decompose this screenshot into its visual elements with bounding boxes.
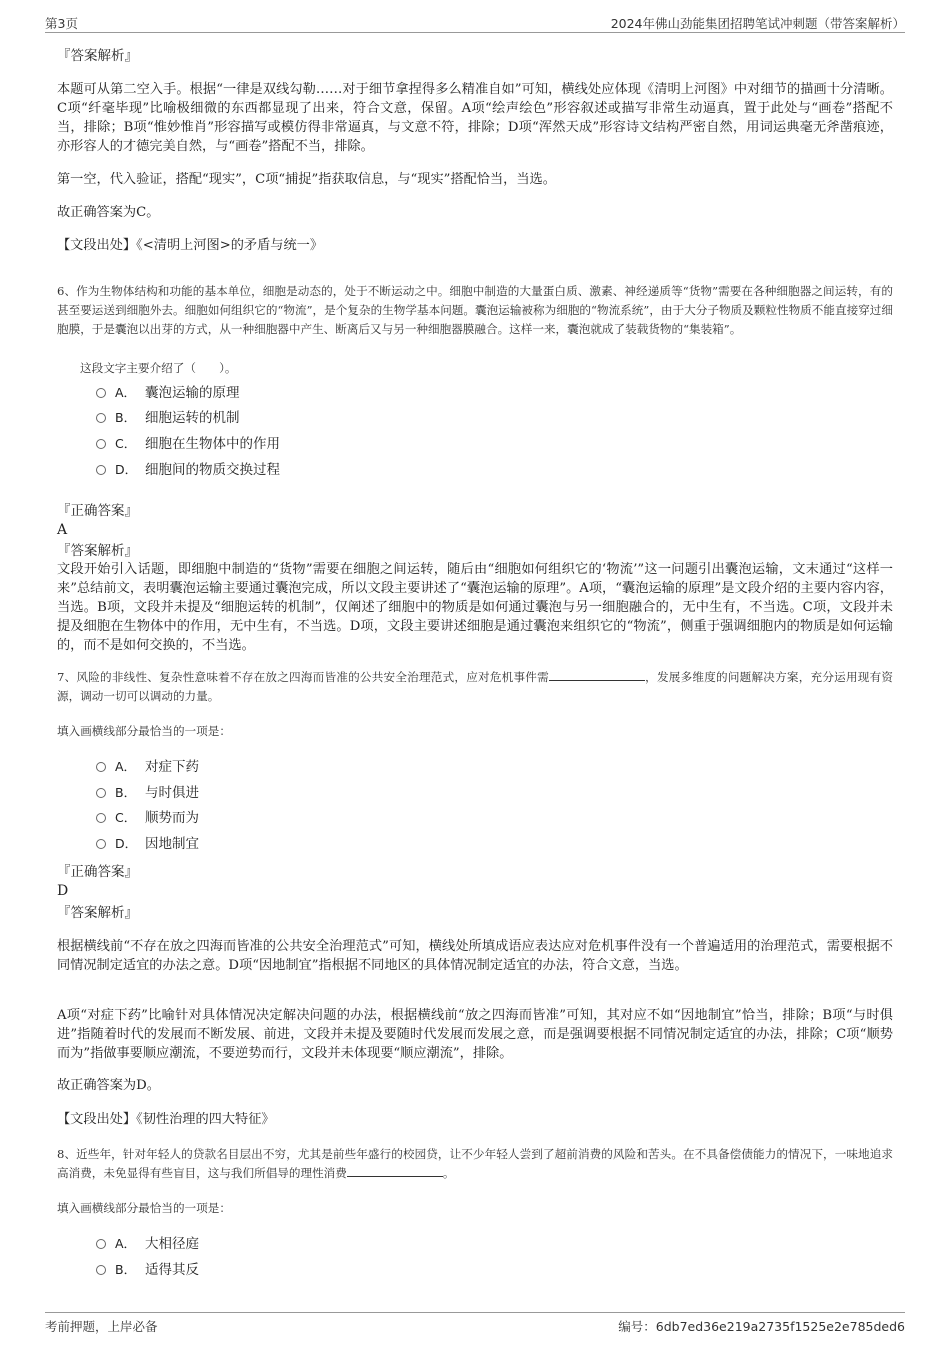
q7-blank <box>549 668 645 681</box>
footer-slogan: 考前押题，上岸必备 <box>45 1319 158 1334</box>
q8-option-b[interactable]: B． 适得其反 <box>96 1261 199 1279</box>
q6-analysis: 文段开始引入话题，即细胞中制造的“货物”需要在细胞之间运转，随后由“细胞如何组织它的‘物流’”这一问题引出囊泡运输，文末通过“这样一来”总结前文，表明囊泡运输主要通过囊泡完成，所以文段主要讲述了“囊泡运输的原理”。A项，“囊泡运输的原理”是文段介绍的主要内容内容，当选。B项，文段并未提及“细胞运转的机制”，仅阐述了细胞中的物质是如何通过囊泡与另一细胞融合的，无中生有，不当选。C项，文段并未提及细胞在生物体中的作用，无中生有，不当选。D项，文段主要讲述细胞是通过囊泡来组织它的“物流”，侧重于强调细胞内的物质是如何运输的，而不是如何交换的，不当选。 <box>57 562 893 653</box>
q7-analysis-para2: A项“对症下药”比喻针对具体情况决定解决问题的办法，根据横线前“放之四海而皆准”可知，其对应不如“因地制宜”恰当，排除；B项“与时俱进”指随着时代的发展而不断发展、前进，文段并未提及要随时代发展而发展之意，而是强调要根据不同情况制定适宜的办法，排除；C项“顺势而为”指做事要顺应潮流，不要逆势而行，文段并未体现要“顺应潮流”，排除。 <box>57 1008 893 1061</box>
radio-icon[interactable] <box>96 465 106 475</box>
radio-icon[interactable] <box>96 813 106 823</box>
radio-icon[interactable] <box>96 839 106 849</box>
q8-stem: 8、近些年，针对年轻人的贷款名目层出不穷，尤其是前些年盛行的校园贷，让不少年轻人尝到了超前消费的风险和苦头。在不具备偿债能力的情况下，一味地追求高消费，未免显得有些盲目，这与我们所倡导的理性消费 。 <box>57 1147 893 1180</box>
q7-analysis-label: 『答案解析』 <box>57 905 138 921</box>
q7-option-c[interactable]: C． 顺势而为 <box>96 809 199 827</box>
q8-instruction: 填入画横线部分最恰当的一项是： <box>57 1201 231 1215</box>
q6-option-c[interactable]: C． 细胞在生物体中的作用 <box>96 435 280 453</box>
q6-option-d[interactable]: D． 细胞间的物质交换过程 <box>96 461 280 479</box>
q7-source: 【文段出处】《韧性治理的四大特征》 <box>57 1112 275 1127</box>
q7-answer: D <box>57 883 69 899</box>
q6-option-b[interactable]: B． 细胞运转的机制 <box>96 409 240 427</box>
q7-option-a[interactable]: A． 对症下药 <box>96 758 199 776</box>
q6-answer-label: 『正确答案』 <box>57 503 138 519</box>
q5-analysis-para1: 本题可从第二空入手。根据“一律是双线勾勒……对于细节拿捏得多么精准自如”可知，横线处应体现《清明上河图》中对细节的描画十分清晰。C项“纤毫毕现”比喻极细微的东西都显现了出来，符合文意，保留。A项“绘声绘色”形容叙述或描写非常生动逼真，置于此处与“画卷”搭配不当，排除；B项“惟妙惟肖”形容描写或模仿得非常逼真，与文意不符，排除；D项“浑然天成”形容诗文结构严密自然，用词运典毫无斧凿痕迹，亦形容人的才德完美自然，与“画卷”搭配不当，排除。 <box>57 82 893 154</box>
radio-icon[interactable] <box>96 413 106 423</box>
radio-icon[interactable] <box>96 788 106 798</box>
page-footer <box>45 1312 905 1333</box>
radio-icon[interactable] <box>96 762 106 772</box>
q7-analysis-para1: 根据横线前“不存在放之四海而皆准的公共安全治理范式”可知，横线处所填成语应表达应对危机事件没有一个普遍适用的治理范式，需要根据不同情况制定适宜的办法之意。D项“因地制宜”指根据不同地区的具体情况制定适宜的办法，符合文意，当选。 <box>57 939 893 973</box>
q6-option-a[interactable]: A． 囊泡运输的原理 <box>96 384 240 402</box>
page-header <box>45 14 905 33</box>
q7-analysis-para3: 故正确答案为D。 <box>57 1078 160 1093</box>
q8-option-a[interactable]: A． 大相径庭 <box>96 1235 199 1253</box>
q5-source: 【文段出处】《<清明上河图>的矛盾与统一》 <box>57 238 324 253</box>
q6-stem: 6、作为生物体结构和功能的基本单位，细胞是动态的，处于不断运动之中。细胞中制造的大量蛋白质、激素、神经递质等“货物”需要在各种细胞器之间运转，有的甚至要运送到细胞外去。细胞如何组织它的“物流”，是个复杂的生物学基本问题。囊泡运输被称为细胞的“物流系统”，由于大分子物质及颗粒性物质不能直接穿过细胞膜，于是囊泡以出芽的方式，从一种细胞器中产生、断离后又与另一种细胞器膜融合。这样一来，囊泡就成了装载货物的“集装箱”。 <box>57 284 893 336</box>
footer-code: 编号：6db7ed36e219a2735f1525e2e785ded6 <box>618 1319 905 1334</box>
q7-option-b[interactable]: B． 与时俱进 <box>96 784 199 802</box>
q5-analysis-para2: 第一空，代入验证，搭配“现实”，C项“捕捉”指获取信息，与“现实”搭配恰当，当选。 <box>57 172 556 187</box>
q6-answer: A <box>57 522 68 538</box>
q6-question: 这段文字主要介绍了（ ）。 <box>80 361 237 375</box>
radio-icon[interactable] <box>96 439 106 449</box>
q7-answer-label: 『正确答案』 <box>57 864 138 880</box>
q7-option-d[interactable]: D． 因地制宜 <box>96 835 199 853</box>
q5-analysis-para3: 故正确答案为C。 <box>57 205 160 220</box>
radio-icon[interactable] <box>96 1239 106 1249</box>
q8-blank <box>347 1164 443 1177</box>
radio-icon[interactable] <box>96 388 106 398</box>
page-number: 第3页 <box>45 16 78 31</box>
q7-stem: 7、风险的非线性、复杂性意味着不存在放之四海而皆准的公共安全治理范式，应对危机事件需 ，发展多维度的问题解决方案，充分运用现有资源，调动一切可以调动的力量。 <box>57 670 893 703</box>
radio-icon[interactable] <box>96 1265 106 1275</box>
q6-analysis-label: 『答案解析』 <box>57 543 138 559</box>
q7-instruction: 填入画横线部分最恰当的一项是： <box>57 724 231 738</box>
document-title: 2024年佛山劲能集团招聘笔试冲刺题（带答案解析） <box>610 16 905 31</box>
q5-analysis-label: 『答案解析』 <box>57 48 138 64</box>
